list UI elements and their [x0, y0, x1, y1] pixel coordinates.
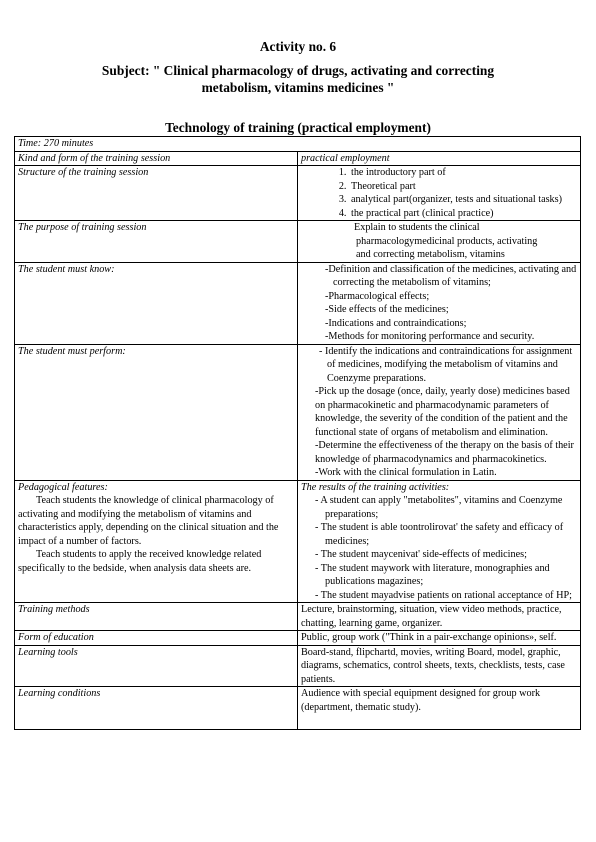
tools-value: Board-stand, flipchartd, movies, writing Board, model, graphic, diagrams, schematics, control sheets, texts, checklists, tests, case patients. — [298, 645, 581, 687]
structure-item: 4. the practical part (clinical practice) — [349, 207, 577, 221]
results-item: - The student maycenivat' side-effects of medicines; — [315, 549, 527, 560]
results-item: - A student can apply "metabolites", vitamins and Coenzyme preparations; — [315, 495, 563, 520]
purpose-label: The purpose of training session — [15, 221, 298, 263]
form-row — [15, 631, 581, 646]
structure-item: 1. the introductory part of — [349, 166, 577, 180]
know-item: -Methods for monitoring performance and security. — [325, 331, 535, 342]
structure-label: Structure of the training session — [15, 166, 298, 221]
pedagogical-label: Pedagogical features: — [18, 481, 108, 493]
results-item: - The student mayadvise patients on rational acceptance of HP; — [315, 589, 572, 601]
know-item: -Pharmacological effects; — [325, 290, 430, 302]
subject-heading-line2: metabolism, vitamins medicines " — [201, 80, 395, 95]
purpose-row — [15, 221, 581, 263]
know-label: The student must know: — [15, 262, 298, 344]
methods-label: Training methods — [15, 603, 298, 631]
perform-value — [298, 344, 581, 480]
training-technology-table — [14, 136, 581, 730]
time-row — [15, 137, 581, 152]
kind-label: Kind and form of the training session — [15, 151, 298, 166]
pedagogical-paragraph: Teach students the knowledge of clinical pharmacology of activating and modifying the metabolism of vitamins and characteristics apply, depending on the clinical situation and the impact of a number of factors. — [18, 495, 279, 547]
perform-item: - Identify the indications and contraindications for assignment of medicines, modifying the metabolism of vitamins and Coenzyme preparations. — [319, 345, 573, 384]
kind-row — [15, 151, 581, 166]
training-results — [298, 480, 581, 603]
conditions-row — [15, 687, 581, 730]
subject-heading-line1: Subject: " Clinical pharmacology of drugs, activating and correcting — [101, 63, 495, 78]
results-item: - The student is able toontrolirovat' the safety and efficacy of medicines; — [315, 522, 564, 547]
know-item: -Indications and contraindications; — [325, 317, 467, 329]
methods-value: Lecture, brainstorming, situation, view video methods, practice, chatting, learning game, organizer. — [298, 603, 581, 631]
tools-label: Learning tools — [15, 645, 298, 687]
know-item: -Side effects of the medicines; — [325, 304, 449, 315]
results-item: - The student maywork with literature, monographies and publications magazines; — [315, 562, 550, 587]
know-row — [15, 262, 581, 344]
time-cell: Time: 270 minutes — [15, 137, 581, 152]
perform-row — [15, 344, 581, 480]
tools-row — [15, 645, 581, 687]
structure-item: 3. analytical part(organizer, tests and situational tasks) — [349, 193, 577, 207]
table-title: Technology of training (practical employment) — [165, 120, 431, 135]
structure-item: 2. Theoretical part — [349, 180, 577, 194]
structure-value — [298, 166, 581, 221]
activity-heading: Activity no. 6 — [259, 39, 337, 54]
pedagogical-results-row — [15, 480, 581, 603]
perform-item: -Pick up the dosage (once, daily, yearly dose) medicines based on pharmacokinetic and pharmacodynamic parameters of knowledge, the severity of the condition of the patient and the functional state of organs of metabolism and elimination. — [315, 386, 570, 438]
purpose-value: Explain to students the clinical pharmacologymedicinal products, activating and correcting metabolism, vitamins — [298, 221, 581, 263]
conditions-label: Learning conditions — [15, 687, 298, 730]
form-label: Form of education — [15, 631, 298, 646]
perform-label: The student must perform: — [15, 344, 298, 480]
know-value — [298, 262, 581, 344]
perform-item: -Determine the effectiveness of the therapy on the basis of their knowledge of pharmacodynamics and pharmacokinetics. — [315, 440, 574, 465]
methods-row — [15, 603, 581, 631]
structure-row — [15, 166, 581, 221]
results-label: The results of the training activities: — [301, 481, 450, 493]
know-item: -Definition and classification of the medicines, activating and correcting the metabolism of vitamins; — [325, 263, 577, 288]
perform-item: -Work with the clinical formulation in Latin. — [315, 467, 497, 478]
pedagogical-paragraph: Teach students to apply the received knowledge related specifically to the bedside, when analysis data sheets are. — [18, 549, 262, 574]
pedagogical-features — [15, 480, 298, 603]
conditions-value: Audience with special equipment designed for group work (department, thematic study). — [298, 687, 581, 730]
kind-value: practical employment — [298, 151, 581, 166]
form-value: Public, group work ("Think in a pair-exchange opinions», self. — [298, 631, 581, 646]
